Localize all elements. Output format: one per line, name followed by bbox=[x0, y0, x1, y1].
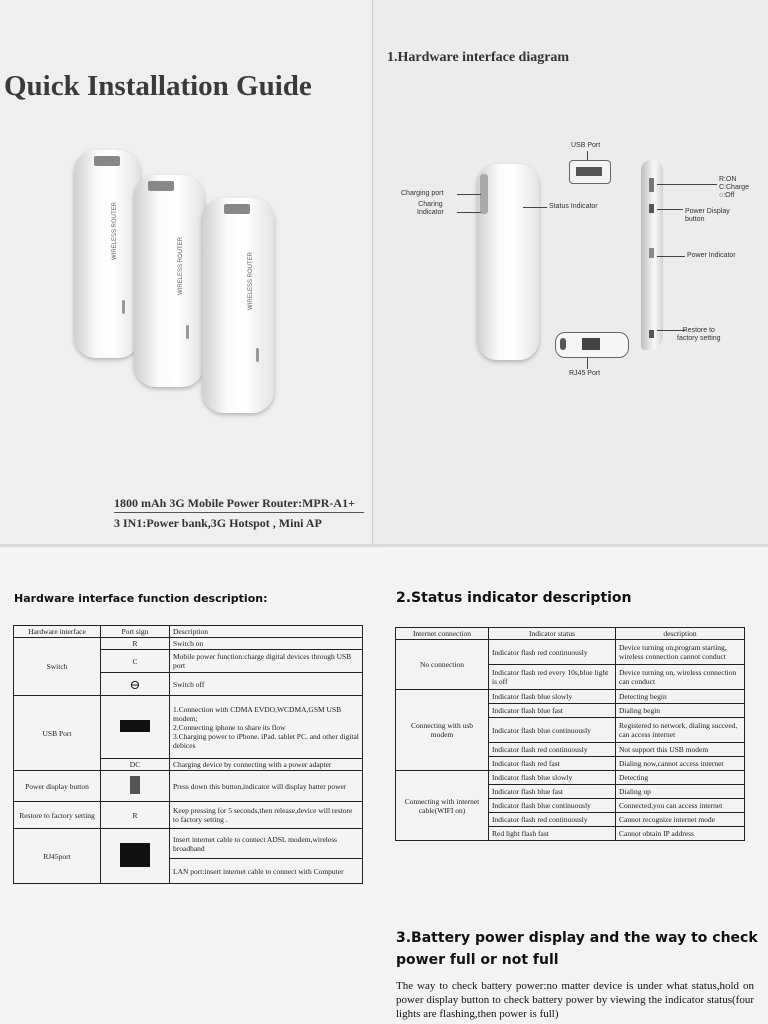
description-cell: Dialing begin bbox=[616, 704, 745, 718]
header-description: description bbox=[616, 628, 745, 640]
table-row bbox=[14, 829, 363, 859]
description-cell: Keep pressing for 5 seconds,then release,device will restore to factory setting . bbox=[170, 802, 363, 829]
power-sign-cell bbox=[101, 771, 170, 802]
dc-sign-cell: DC bbox=[101, 759, 170, 771]
header-port-sign: Port sign bbox=[101, 626, 170, 638]
port-sign-cell: ⊖ bbox=[101, 673, 170, 696]
table-row bbox=[396, 771, 745, 785]
description-cell: Device turning on, wireless connection can conduct bbox=[616, 665, 745, 690]
power-indicator-label: Power Indicator bbox=[687, 252, 736, 259]
description-cell: LAN port:insert internet cable to connect with Computer bbox=[170, 859, 363, 884]
description-cell: Cannot recognize internet mode bbox=[616, 813, 745, 827]
guide-title: Quick Installation Guide bbox=[4, 70, 312, 102]
router-side-view bbox=[641, 160, 663, 350]
router-label: WIRELESS ROUTER bbox=[178, 236, 184, 295]
restore-label bbox=[677, 327, 721, 343]
indicator-status-cell: Indicator flash blue continuously bbox=[489, 718, 616, 743]
description-cell: 1.Connection with CDMA EVDO,WCDMA,GSM USB modem; 2.Connecting iphone to share its flow 3.Charging power to iPhone. iPad. tablet PC. and other digital debices bbox=[170, 696, 363, 759]
status-indicator-page bbox=[385, 547, 768, 1024]
description-cell: Dialing now,cannot access internet bbox=[616, 757, 745, 771]
usb-port-cell: USB Port bbox=[14, 696, 101, 771]
cover-page bbox=[0, 0, 372, 547]
status-table bbox=[395, 627, 745, 841]
usb-port-icon bbox=[120, 720, 150, 732]
description-cell: Switch on bbox=[170, 638, 363, 650]
power-button-icon bbox=[130, 776, 140, 794]
description-cell: Insert internet cable to connect ADSL modem,wireless broadband bbox=[170, 829, 363, 859]
description-cell: Mobile power function:charge digital devices through USB port bbox=[170, 650, 363, 673]
description-cell: Registered to network, dialing succeed, can access internet bbox=[616, 718, 745, 743]
router-label: WIRELESS ROUTER bbox=[112, 201, 118, 260]
description-cell: Device turning on,program starting, wireless connection cannot conduct bbox=[616, 640, 745, 665]
description-cell: Not support this USB modem bbox=[616, 743, 745, 757]
table-header-row bbox=[14, 626, 363, 638]
power-display-cell: Power display button bbox=[14, 771, 101, 802]
indicator-status-cell: Indicator flash blue slowly bbox=[489, 771, 616, 785]
port-sign-cell: C bbox=[101, 650, 170, 673]
port-sign-cell: R bbox=[101, 638, 170, 650]
table-header-row bbox=[396, 628, 745, 640]
table-row bbox=[396, 640, 745, 665]
indicator-status-cell: Indicator flash red continuously bbox=[489, 743, 616, 757]
power-display-button-text: Power Display button bbox=[685, 208, 730, 223]
router-right bbox=[202, 198, 274, 413]
charging-indicator-label bbox=[417, 201, 444, 217]
connection-type-cell: No connection bbox=[396, 640, 489, 690]
header-description: Description bbox=[170, 626, 363, 638]
product-caption-model: 1800 mAh 3G Mobile Power Router:MPR-A1+ bbox=[114, 496, 355, 510]
function-table bbox=[13, 625, 363, 884]
product-caption-features: 3 IN1:Power bank,3G Hotspot , Mini AP bbox=[114, 516, 322, 530]
rj45-cell: RJ45port bbox=[14, 829, 101, 884]
status-indicator-label: Status Indicator bbox=[549, 203, 598, 210]
indicator-status-cell: Indicator flash red continuously bbox=[489, 813, 616, 827]
rj45-port-icon bbox=[120, 843, 150, 867]
table-row bbox=[14, 802, 363, 829]
description-cell: Connected,you can access internet bbox=[616, 799, 745, 813]
description-cell: Dialing up bbox=[616, 785, 745, 799]
indicator-status-cell: Indicator flash blue fast bbox=[489, 704, 616, 718]
description-cell: Cannot obtain IP address bbox=[616, 827, 745, 841]
diagram-title: 1.Hardware interface diagram bbox=[387, 50, 570, 65]
description-cell: Detecting bbox=[616, 771, 745, 785]
power-display-button-label bbox=[685, 208, 730, 224]
description-cell: Press down this button,indicator will display batter power bbox=[170, 771, 363, 802]
usb-port-view bbox=[569, 160, 611, 184]
switch-cell: Switch bbox=[14, 638, 101, 696]
switch-states-label bbox=[719, 176, 749, 200]
battery-title: 3.Battery power display and the way to check power full or not full bbox=[396, 930, 758, 968]
indicator-status-cell: Red light flash fast bbox=[489, 827, 616, 841]
connection-type-cell: Connecting with internet cable(WIFI on) bbox=[396, 771, 489, 841]
caption-divider bbox=[114, 512, 364, 513]
usb-sign-cell bbox=[101, 696, 170, 759]
table-row bbox=[396, 690, 745, 704]
connection-type-cell: Connecting with usb modem bbox=[396, 690, 489, 771]
hardware-diagram-page bbox=[372, 0, 768, 547]
function-table-title: Hardware interface function description: bbox=[14, 592, 268, 605]
charging-port-label: Charging port bbox=[401, 190, 444, 197]
restore-cell: Restore to factory setting bbox=[14, 802, 101, 829]
description-cell: Charging device by connecting with a power adapter bbox=[170, 759, 363, 771]
table-row bbox=[14, 638, 363, 650]
status-title: 2.Status indicator description bbox=[396, 590, 632, 606]
router-middle bbox=[134, 175, 204, 387]
header-indicator-status: Indicator status bbox=[489, 628, 616, 640]
indicator-status-cell: Indicator flash blue continuously bbox=[489, 799, 616, 813]
rj45-port-label: RJ45 Port bbox=[569, 370, 601, 377]
rj45-sign-cell bbox=[101, 829, 170, 884]
indicator-status-cell: Indicator flash blue fast bbox=[489, 785, 616, 799]
indicator-status-cell: Indicator flash red every 10s,blue light is off bbox=[489, 665, 616, 690]
restore-sign-cell: R bbox=[101, 802, 170, 829]
battery-text: The way to check battery power:no matter device is under what status,hold on power display button to check battery power by viewing the indicator status(four lights are flashing,then power is full) bbox=[396, 980, 754, 1020]
table-row bbox=[14, 696, 363, 759]
header-hardware-interface: Hardware interface bbox=[14, 626, 101, 638]
rj45-port-view bbox=[555, 332, 629, 358]
description-cell: Switch off bbox=[170, 673, 363, 696]
indicator-status-cell: Indicator flash blue slowly bbox=[489, 690, 616, 704]
usb-port-label: USB Port bbox=[571, 142, 601, 149]
header-internet-connection: Internet connection bbox=[396, 628, 489, 640]
table-row bbox=[14, 771, 363, 802]
indicator-status-cell: Indicator flash red continuously bbox=[489, 640, 616, 665]
function-description-page bbox=[0, 547, 385, 1024]
charging-indicator-text: Charing Indicator bbox=[417, 201, 444, 216]
router-front-view bbox=[477, 164, 539, 360]
restore-text: Restore to factory setting bbox=[677, 327, 721, 342]
description-cell: Detecting begin bbox=[616, 690, 745, 704]
switch-states-text: R:ON C:Charge ○:Off bbox=[719, 176, 749, 199]
router-label: WIRELESS ROUTER bbox=[248, 251, 254, 310]
indicator-status-cell: Indicator flash red fast bbox=[489, 757, 616, 771]
router-left bbox=[74, 150, 140, 358]
